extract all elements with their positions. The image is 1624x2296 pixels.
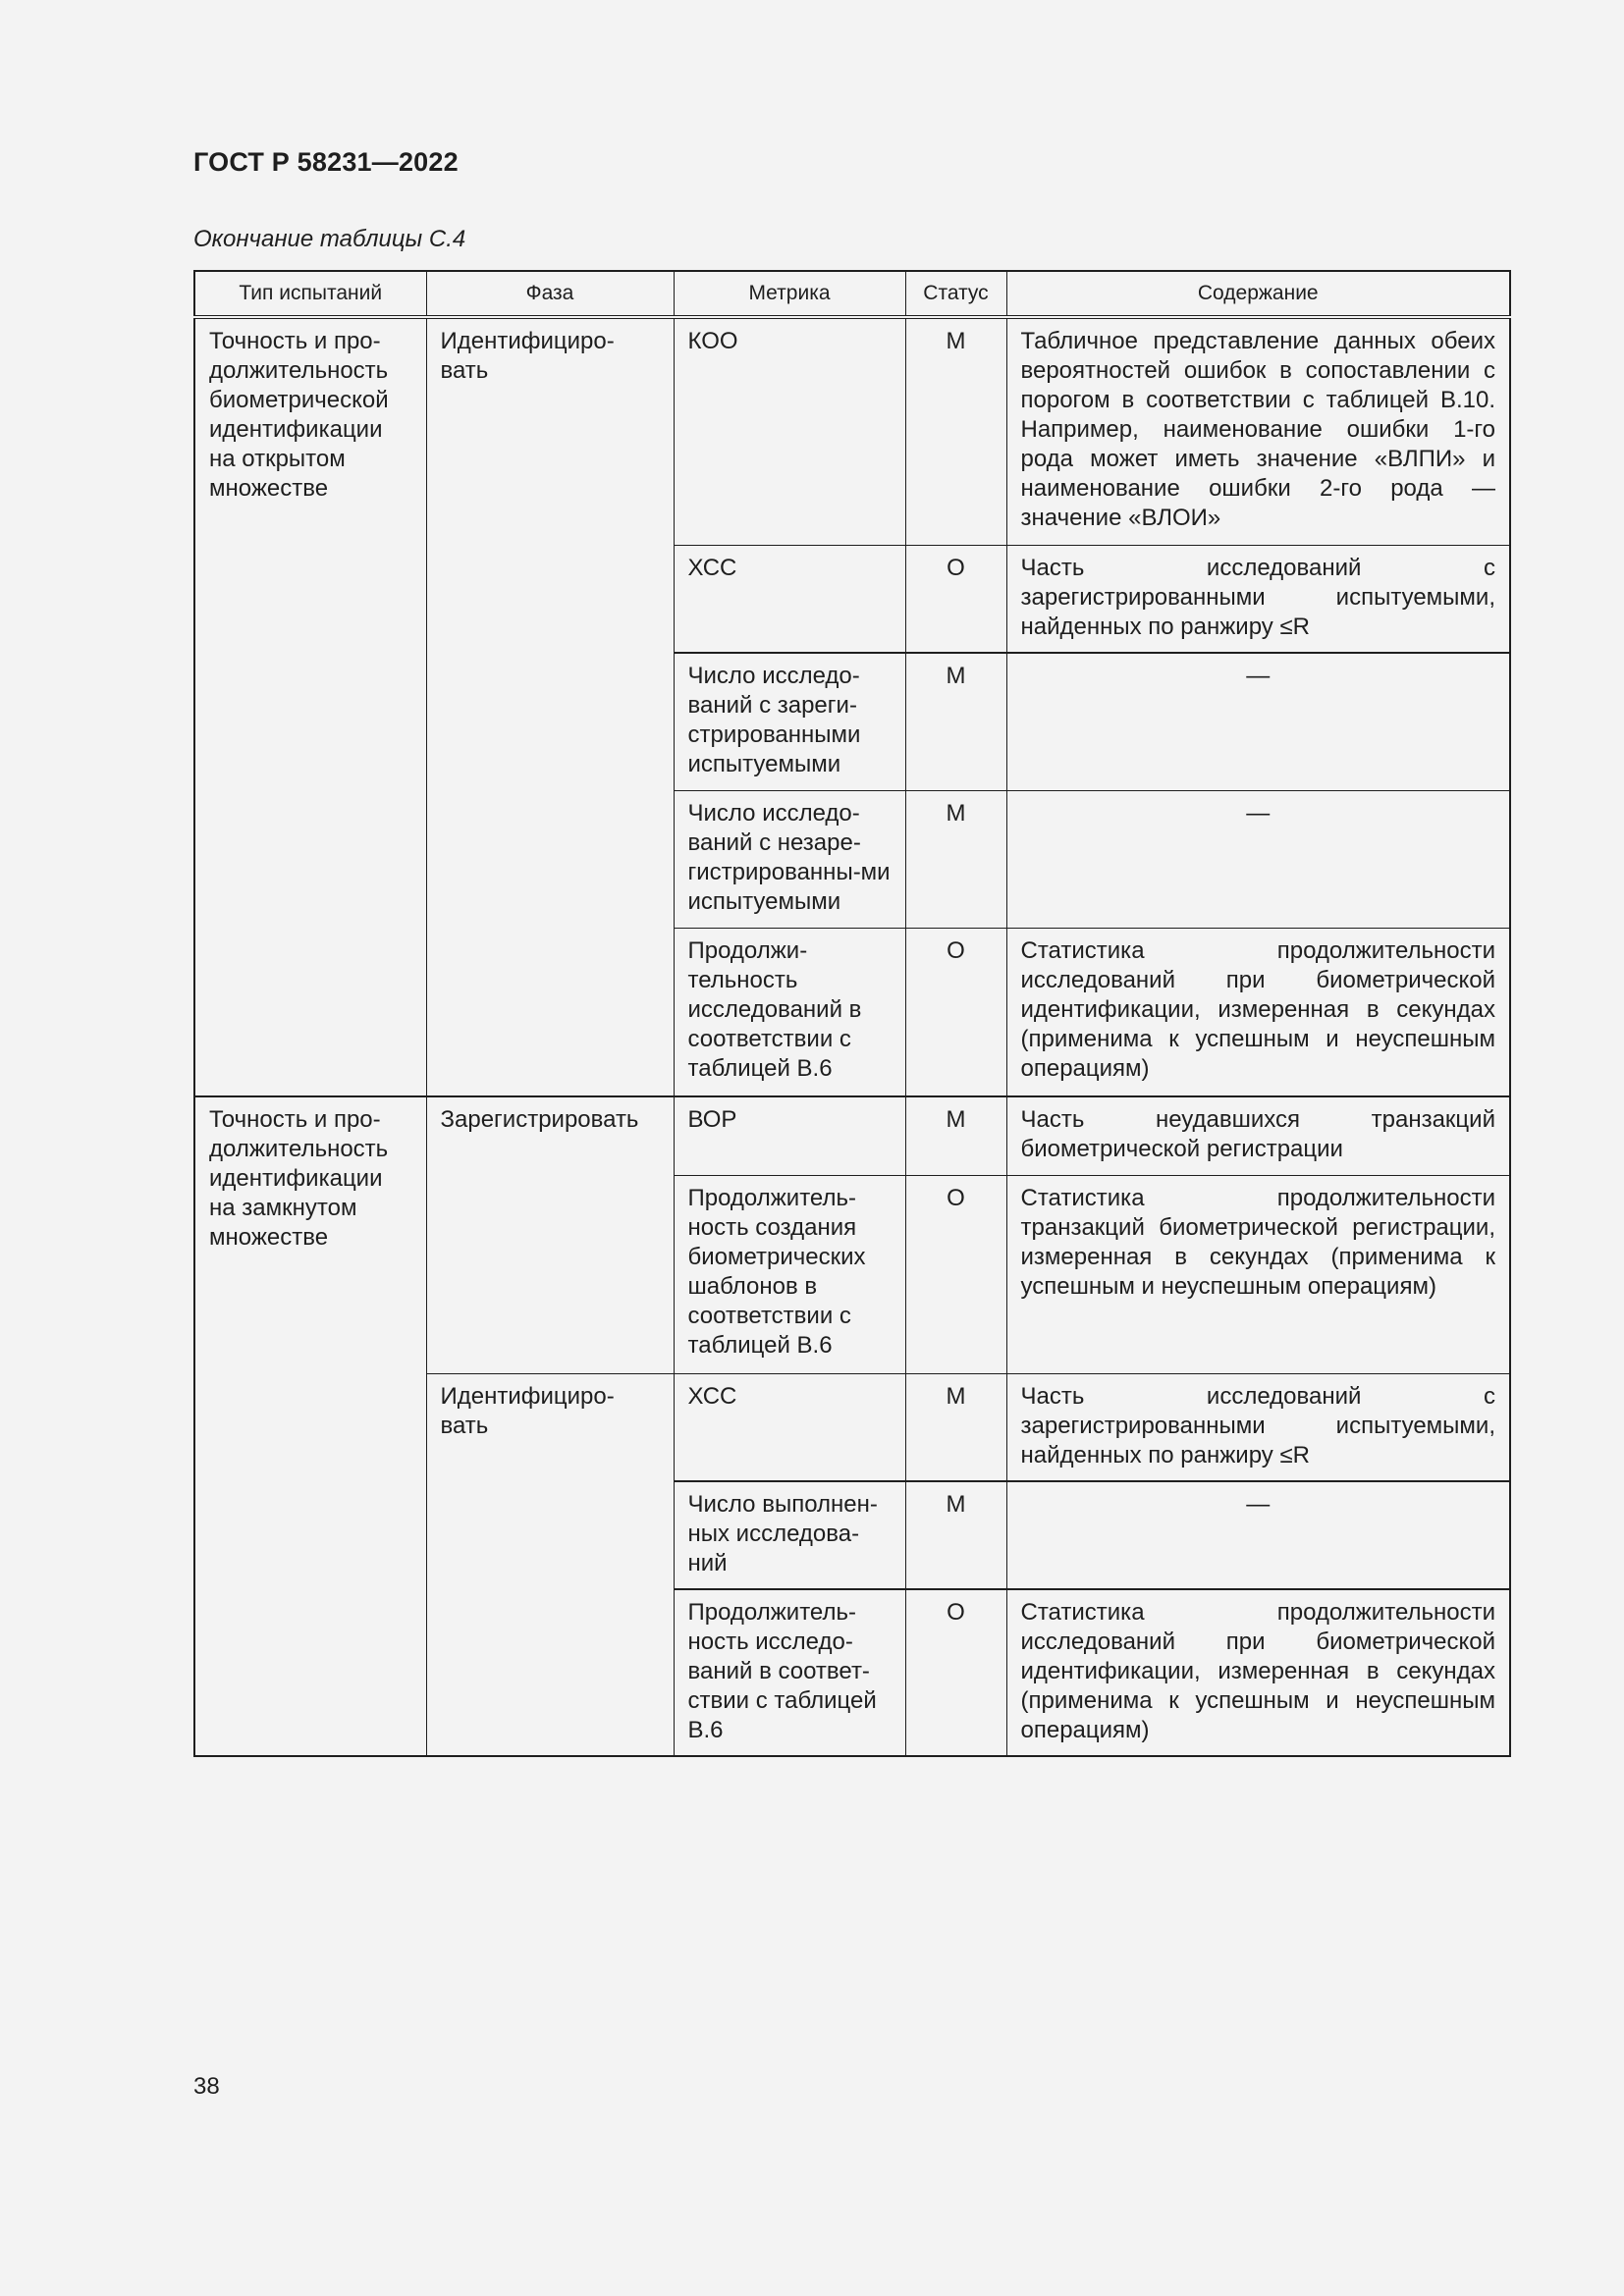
phase-cell: Идентифициро-вать <box>426 317 674 1096</box>
content-cell: — <box>1006 790 1510 928</box>
content-cell: Статистика продолжительности транзакций биометрической регистрации, измеренная в секундах (применима к успешным и неуспешным операциям) <box>1006 1175 1510 1373</box>
table-header-row <box>194 271 1510 317</box>
content-cell: Часть исследований с зарегистрированными испытуемыми, найденных по ранжиру ≤R <box>1006 1373 1510 1481</box>
metric-cell: ХСС <box>674 1373 905 1481</box>
column-header-test-type: Тип испытаний <box>194 271 426 317</box>
metric-cell: Число исследо-ваний с незаре-гистрированны-ми испытуемыми <box>674 790 905 928</box>
metric-cell: ХСС <box>674 545 905 653</box>
test-type-cell: Точность и про-должительность идентификации на замкнутом множестве <box>194 1096 426 1756</box>
status-cell: О <box>905 928 1006 1096</box>
content-cell: Статистика продолжительности исследований при биометрической идентификации, измеренная в секундах (применима к успешным и неуспешным операциям) <box>1006 1589 1510 1756</box>
table-row <box>194 317 1510 545</box>
metric-cell: КОО <box>674 317 905 545</box>
status-cell: О <box>905 1175 1006 1373</box>
status-cell: М <box>905 317 1006 545</box>
column-header-phase: Фаза <box>426 271 674 317</box>
content-cell: — <box>1006 1481 1510 1589</box>
status-cell: М <box>905 790 1006 928</box>
status-cell: О <box>905 1589 1006 1756</box>
content-cell: Табличное представление данных обеих вероятностей ошибок в сопоставлении с порогом в соответствии с таблицей B.10. Например, наименование ошибки 1-го рода может иметь значение «ВЛПИ» и наименование ошибки 2-го рода — значение «ВЛОИ» <box>1006 317 1510 545</box>
status-cell: О <box>905 545 1006 653</box>
phase-cell: Идентифициро-вать <box>426 1373 674 1756</box>
metric-cell: Продолжитель-ность исследо-ваний в соответ-ствии с таблицей В.6 <box>674 1589 905 1756</box>
phase-cell: Зарегистрировать <box>426 1096 674 1373</box>
metric-cell: Число исследо-ваний с зареги-стрированными испытуемыми <box>674 653 905 790</box>
metric-cell: Число выполнен-ных исследова-ний <box>674 1481 905 1589</box>
content-cell: — <box>1006 653 1510 790</box>
status-cell: М <box>905 1096 1006 1175</box>
table-caption: Окончание таблицы С.4 <box>193 226 466 252</box>
content-cell: Статистика продолжительности исследований при биометрической идентификации, измеренная в секундах (применима к успешным и неуспешным операциям) <box>1006 928 1510 1096</box>
status-cell: М <box>905 653 1006 790</box>
table-c4 <box>193 270 1511 1757</box>
column-header-metric: Метрика <box>674 271 905 317</box>
content-cell: Часть исследований с зарегистрированными испытуемыми, найденных по ранжиру ≤R <box>1006 545 1510 653</box>
metric-cell: Продолжи-тельность исследований в соответствии с таблицей В.6 <box>674 928 905 1096</box>
status-cell: М <box>905 1373 1006 1481</box>
test-type-cell: Точность и про-должительность биометрической идентификации на открытом множестве <box>194 317 426 1096</box>
table-row <box>194 1096 1510 1175</box>
document-header: ГОСТ Р 58231—2022 <box>193 147 459 177</box>
metric-cell: ВОР <box>674 1096 905 1175</box>
column-header-status: Статус <box>905 271 1006 317</box>
content-cell: Часть неудавшихся транзакций биометрической регистрации <box>1006 1096 1510 1175</box>
status-cell: М <box>905 1481 1006 1589</box>
column-header-content: Содержание <box>1006 271 1510 317</box>
page-number: 38 <box>193 2073 220 2100</box>
metric-cell: Продолжитель-ность создания биометрических шаблонов в соответствии с таблицей В.6 <box>674 1175 905 1373</box>
